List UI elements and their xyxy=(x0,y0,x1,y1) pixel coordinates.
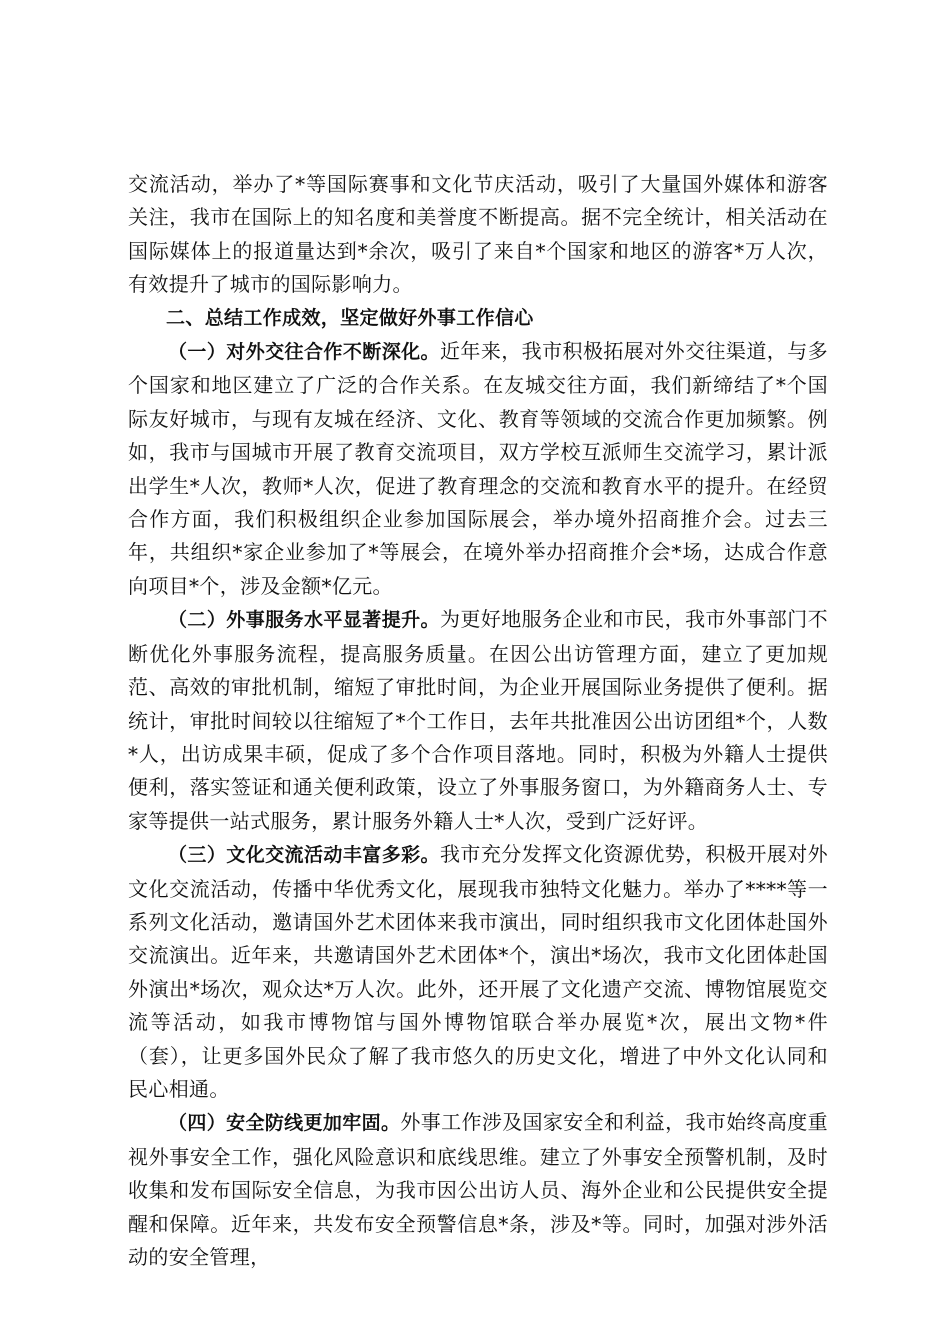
section-heading: 二、总结工作成效，坚定做好外事工作信心 xyxy=(166,306,534,329)
document-body xyxy=(128,168,828,1274)
paragraph-item-1 xyxy=(128,335,828,603)
paragraph-lead: （一）对外交往合作不断深化。 xyxy=(168,341,440,364)
paragraph-body: 为更好地服务企业和市民，我市外事部门不断优化外事服务流程，提高服务质量。在因公出访管理方面，建立了更加规范、高效的审批机制，缩短了审批时间，为企业开展国际业务提供了便利。据统计，审批时间较以往缩短了*个工作日，去年共批准因公出访团组*个，人数*人，出访成果丰硕，促成了多个合作项目落地。同时，积极为外籍人士提供便利，落实签证和通关便利政策，设立了外事服务窗口，为外籍商务人士、专家等提供一站式服务，累计服务外籍人士*人次，受到广泛好评。 xyxy=(128,607,828,833)
paragraph-lead: （四）安全防线更加牢固。 xyxy=(168,1112,401,1135)
paragraph-lead: （三）文化交流活动丰富多彩。 xyxy=(168,844,440,867)
paragraph-body: 我市充分发挥文化资源优势，积极开展对外文化交流活动，传播中华优秀文化，展现我市独特文化魅力。举办了****等一系列文化活动，邀请国外艺术团体来我市演出，同时组织我市文化团体赴国外交流演出。近年来，共邀请国外艺术团体*个，演出*场次，我市文化团体赴国外演出*场次，观众达*万人次。此外，还开展了文化遗产交流、博物馆展览交流等活动，如我市博物馆与国外博物馆联合举办展览*次，展出文物*件（套），让更多国外民众了解了我市悠久的历史文化，增进了中外文化认同和民心相通。 xyxy=(128,842,828,1101)
paragraph-body: 外事工作涉及国家安全和利益，我市始终高度重视外事安全工作，强化风险意识和底线思维。建立了外事安全预警机制，及时收集和发布国际安全信息，为我市因公出访人员、海外企业和公民提供安全提醒和保障。近年来，共发布安全预警信息*条，涉及*等。同时，加强对涉外活动的安全管理， xyxy=(128,1110,828,1269)
paragraph-lead: （二）外事服务水平显著提升。 xyxy=(168,609,440,632)
intro-paragraph: 交流活动，举办了*等国际赛事和文化节庆活动，吸引了大量国外媒体和游客关注，我市在国际上的知名度和美誉度不断提高。据不完全统计，相关活动在国际媒体上的报道量达到*余次，吸引了来自*个国家和地区的游客*万人次，有效提升了城市的国际影响力。 xyxy=(128,172,828,297)
paragraph-item-3 xyxy=(128,838,828,1106)
paragraph-body: 近年来，我市积极拓展对外交往渠道，与多个国家和地区建立了广泛的合作关系。在友城交往方面，我们新缔结了*个国际友好城市，与现有友城在经济、文化、教育等领域的交流合作更加频繁。例如，我市与国城市开展了教育交流项目，双方学校互派师生交流学习，累计派出学生*人次，教师*人次，促进了教育理念的交流和教育水平的提升。在经贸合作方面，我们积极组织企业参加国际展会，举办境外招商推介会。过去三年，共组织*家企业参加了*等展会，在境外举办招商推介会*场，达成合作意向项目*个，涉及金额*亿元。 xyxy=(128,339,828,598)
paragraph-item-2 xyxy=(128,603,828,838)
paragraph-item-4 xyxy=(128,1106,828,1274)
